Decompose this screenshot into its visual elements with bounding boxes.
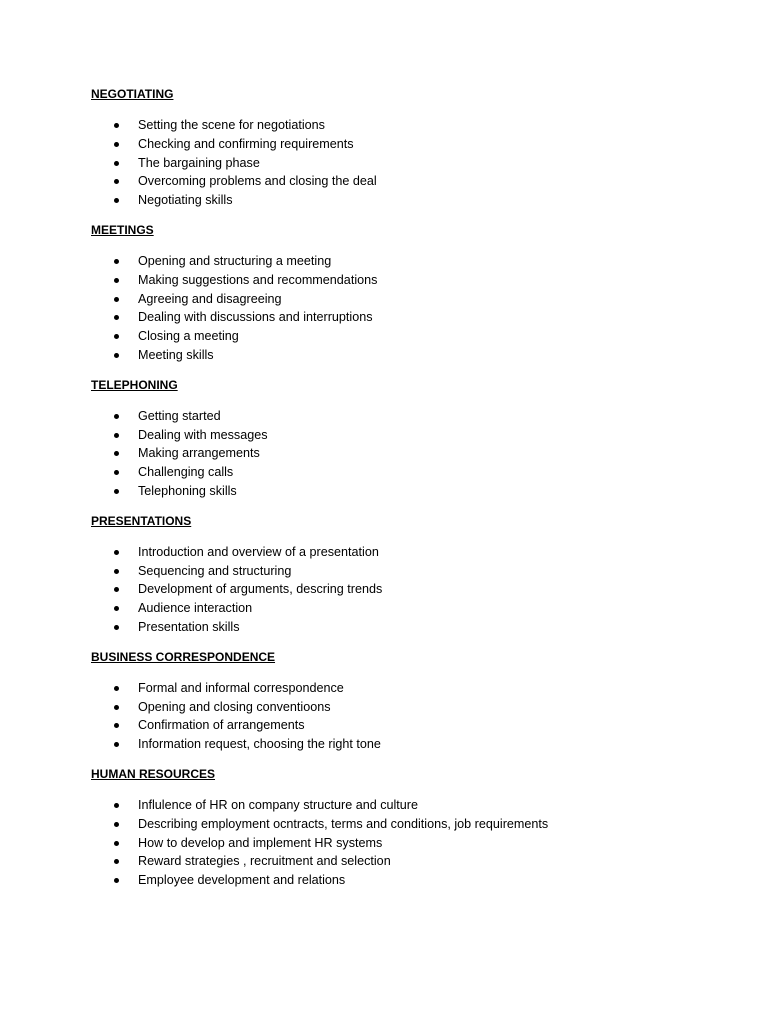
list-item-text: Negotiating skills: [138, 193, 233, 208]
list-item-text: Meeting skills: [138, 347, 214, 362]
bullet-icon: [114, 587, 119, 592]
list-item: [91, 562, 711, 581]
bullet-icon: [114, 569, 119, 574]
list-item-text: Making suggestions and recommendations: [138, 272, 378, 287]
list-item-text: Reward strategies , recruitment and selection: [138, 854, 391, 869]
list-item-text: Employee development and relations: [138, 873, 346, 888]
list-item: [91, 834, 711, 853]
list-item-text: Checking and confirming requirements: [138, 136, 354, 151]
bullet-list: [91, 407, 711, 501]
list-item: [91, 796, 711, 815]
list-item: [91, 815, 711, 834]
bullet-icon: [114, 179, 119, 184]
bullet-icon: [114, 142, 119, 147]
list-item-text: Making arrangements: [138, 446, 260, 461]
list-item: [91, 580, 711, 599]
list-item-text: Confirmation of arrangements: [138, 718, 305, 733]
list-item-text: How to develop and implement HR systems: [138, 835, 383, 850]
list-item: [91, 308, 711, 327]
bullet-list: [91, 679, 711, 754]
list-item: [91, 154, 711, 173]
bullet-icon: [114, 489, 119, 494]
list-item: [91, 679, 711, 698]
list-item: [91, 716, 711, 735]
bullet-icon: [114, 315, 119, 320]
bullet-icon: [114, 723, 119, 728]
list-item: [91, 172, 711, 191]
list-item-text: Agreeing and disagreeing: [138, 291, 282, 306]
list-item-text: Dealing with discussions and interruptions: [138, 310, 373, 325]
bullet-list: [91, 796, 711, 890]
section-negotiating: [91, 87, 711, 210]
list-item: [91, 135, 711, 154]
section-human-resources: [91, 767, 711, 890]
bullet-icon: [114, 841, 119, 846]
bullet-icon: [114, 878, 119, 883]
document-body: [91, 87, 711, 903]
bullet-icon: [114, 822, 119, 827]
bullet-icon: [114, 803, 119, 808]
bullet-icon: [114, 259, 119, 264]
list-item-text: Setting the scene for negotiations: [138, 118, 325, 132]
list-item: [91, 407, 711, 426]
bullet-icon: [114, 705, 119, 710]
list-item: [91, 543, 711, 562]
list-item-text: Overcoming problems and closing the deal: [138, 174, 377, 189]
list-item: [91, 444, 711, 463]
list-item-text: The bargaining phase: [138, 155, 260, 170]
bullet-icon: [114, 161, 119, 166]
list-item-text: Getting started: [138, 408, 221, 423]
section-meetings: [91, 223, 711, 365]
list-item: [91, 871, 711, 890]
list-item-text: Opening and closing conventioons: [138, 699, 331, 714]
section-telephoning: [91, 378, 711, 501]
list-item: [91, 482, 711, 501]
list-item: [91, 426, 711, 445]
list-item-text: Opening and structuring a meeting: [138, 253, 332, 268]
section-heading: TELEPHONING: [91, 377, 178, 392]
section-heading: MEETINGS: [91, 222, 154, 237]
list-item: [91, 599, 711, 618]
section-heading: BUSINESS CORRESPONDENCE: [91, 649, 276, 664]
list-item-text: Presentation skills: [138, 619, 240, 634]
bullet-icon: [114, 278, 119, 283]
list-item-text: Sequencing and structuring: [138, 563, 292, 578]
bullet-list: [91, 116, 711, 210]
bullet-icon: [114, 686, 119, 691]
list-item-text: Influlence of HR on company structure and culture: [138, 797, 419, 812]
list-item: [91, 346, 711, 365]
bullet-list: [91, 543, 711, 637]
bullet-icon: [114, 742, 119, 747]
list-item-text: Closing a meeting: [138, 329, 239, 344]
list-item-text: Describing employment ocntracts, terms and conditions, job requirements: [138, 816, 549, 831]
bullet-icon: [114, 123, 119, 128]
bullet-icon: [114, 334, 119, 339]
bullet-icon: [114, 625, 119, 630]
list-item-text: Information request, choosing the right tone: [138, 737, 381, 752]
bullet-icon: [114, 353, 119, 358]
bullet-icon: [114, 433, 119, 438]
list-item-text: Development of arguments, descring trends: [138, 582, 383, 597]
list-item-text: Telephoning skills: [138, 483, 237, 498]
section-presentations: [91, 514, 711, 637]
bullet-icon: [114, 451, 119, 456]
list-item-text: Formal and informal correspondence: [138, 680, 344, 695]
list-item: [91, 191, 711, 210]
list-item: [91, 252, 711, 271]
section-heading: PRESENTATIONS: [91, 513, 192, 528]
section-heading: NEGOTIATING: [91, 87, 174, 101]
list-item: [91, 698, 711, 717]
section-heading: HUMAN RESOURCES: [91, 766, 216, 781]
section-business-correspondence: [91, 650, 711, 754]
list-item: [91, 618, 711, 637]
bullet-icon: [114, 414, 119, 419]
list-item: [91, 852, 711, 871]
list-item: [91, 735, 711, 754]
list-item: [91, 290, 711, 309]
list-item-text: Audience interaction: [138, 601, 253, 616]
list-item: [91, 327, 711, 346]
bullet-list: [91, 252, 711, 365]
bullet-icon: [114, 198, 119, 203]
bullet-icon: [114, 470, 119, 475]
list-item-text: Introduction and overview of a presentation: [138, 544, 379, 559]
bullet-icon: [114, 859, 119, 864]
bullet-icon: [114, 297, 119, 302]
list-item-text: Dealing with messages: [138, 427, 268, 442]
list-item-text: Challenging calls: [138, 465, 234, 480]
list-item: [91, 463, 711, 482]
list-item: [91, 271, 711, 290]
bullet-icon: [114, 550, 119, 555]
list-item: [91, 116, 711, 135]
bullet-icon: [114, 606, 119, 611]
